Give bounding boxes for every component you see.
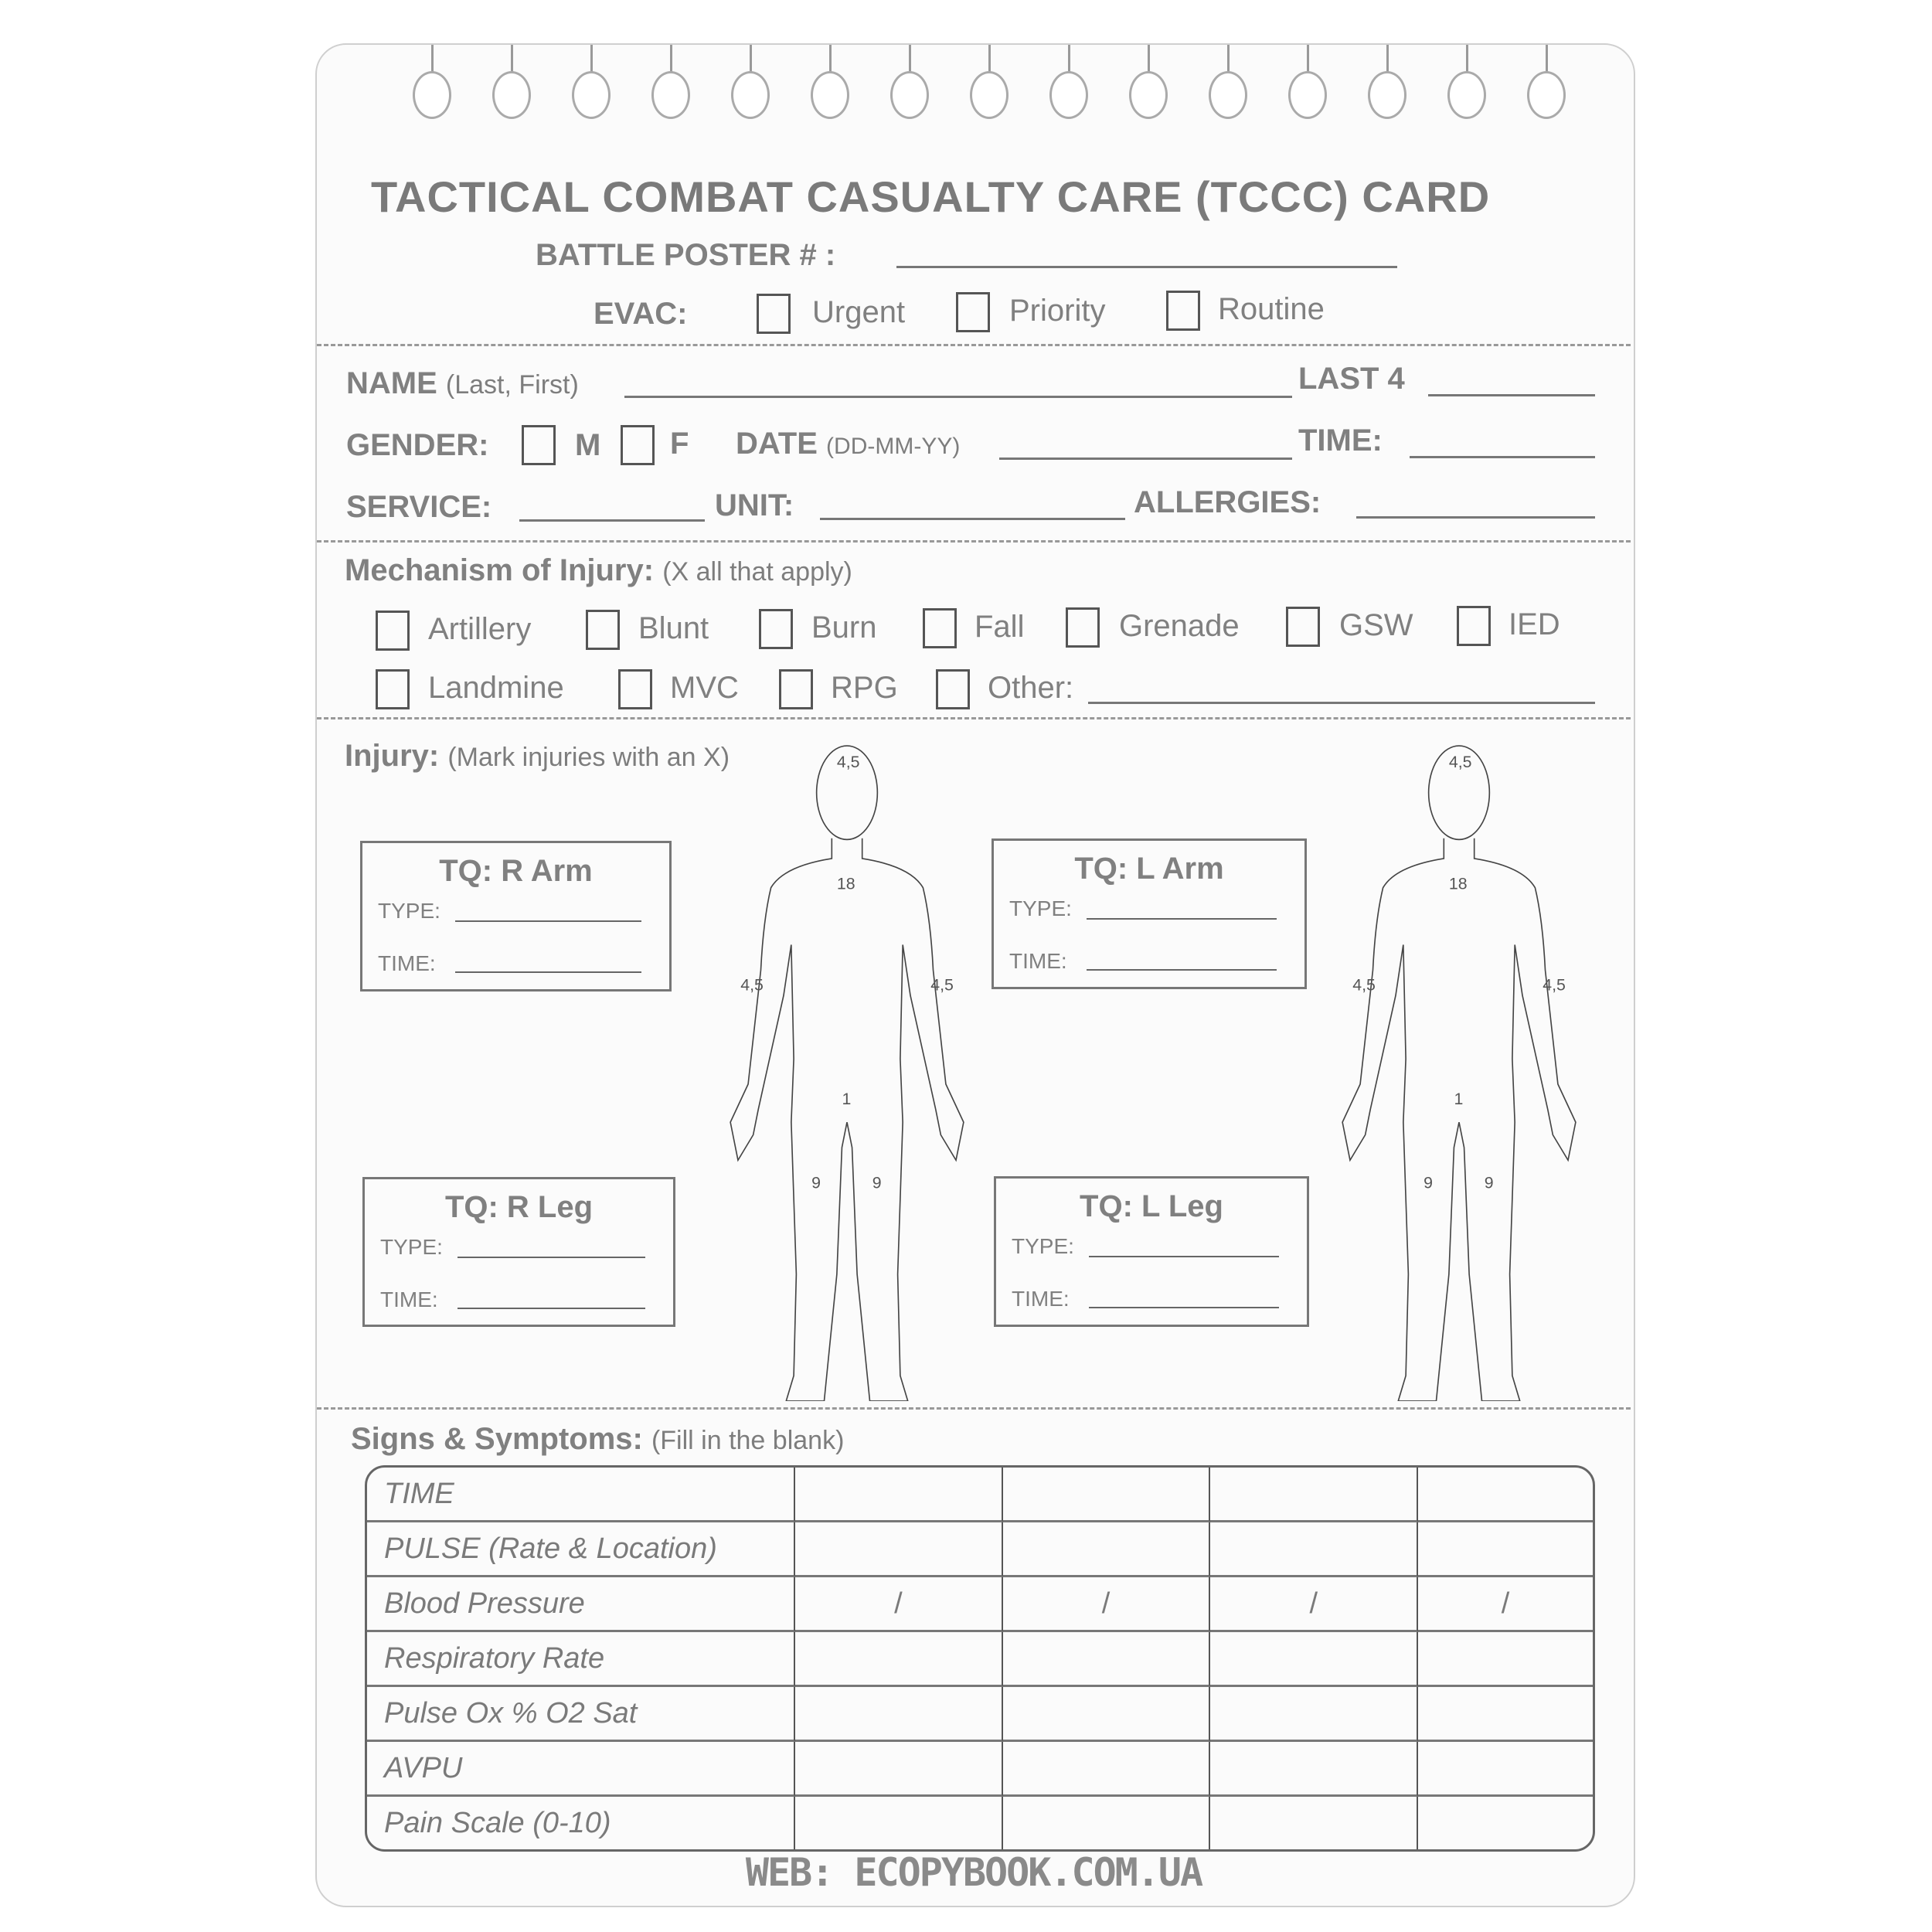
name-label <box>346 366 579 401</box>
region-label-right-thigh: 9 <box>1423 1173 1433 1192</box>
vitals-row-label: AVPU <box>367 1742 795 1797</box>
vitals-cell[interactable] <box>795 1632 1003 1687</box>
binding-hole <box>970 71 1009 119</box>
vitals-cell[interactable] <box>1418 1522 1593 1577</box>
battle-poster-label: BATTLE POSTER # : <box>536 238 836 272</box>
mechanism-option: Artillery <box>428 612 532 646</box>
mechanism-option: MVC <box>670 671 739 705</box>
region-label-chest: 18 <box>1448 874 1468 893</box>
card-title: TACTICAL COMBAT CASUALTY CARE (TCCC) CARD <box>371 172 1491 221</box>
mechanism-checkbox[interactable] <box>936 669 970 709</box>
last4-field[interactable] <box>1428 394 1595 396</box>
allergies-label: ALLERGIES: <box>1134 485 1321 519</box>
tq-type-label: TYPE: <box>378 899 440 923</box>
tq-time-label: TIME: <box>380 1287 438 1311</box>
mechanism-heading <box>345 553 852 588</box>
vitals-cell[interactable] <box>795 1468 1003 1522</box>
binding-hole <box>811 71 849 119</box>
service-field[interactable] <box>519 519 705 522</box>
evac-routine-label: Routine <box>1218 292 1325 326</box>
vitals-cell[interactable] <box>1210 1632 1418 1687</box>
region-label-head: 4,5 <box>1448 752 1472 771</box>
signs-heading <box>351 1422 844 1457</box>
tq-time-label: TIME: <box>1009 949 1067 973</box>
footer-website: WEB: ECOPYBOOK.COM.UA <box>745 1850 1202 1895</box>
binding-hole <box>1049 71 1088 119</box>
mechanism-option: Burn <box>811 611 877 645</box>
bp-separator: / <box>1309 1587 1318 1620</box>
vitals-cell[interactable] <box>1210 1522 1418 1577</box>
tq-time-field[interactable] <box>1087 969 1277 971</box>
mechanism-option: Other: <box>988 671 1074 705</box>
region-label-right-arm: 4,5 <box>740 975 764 995</box>
vitals-cell[interactable] <box>795 1522 1003 1577</box>
date-hint: (DD-MM-YY) <box>826 434 961 459</box>
evac-priority-checkbox[interactable] <box>956 292 990 332</box>
binding-hole <box>492 71 531 119</box>
binding-hole <box>731 71 770 119</box>
mechanism-checkbox[interactable] <box>923 608 957 648</box>
bp-separator: / <box>1101 1587 1111 1620</box>
binding-hole <box>1447 71 1486 119</box>
tq-time-field[interactable] <box>1089 1307 1279 1308</box>
vitals-cell[interactable] <box>1418 1742 1593 1797</box>
binding-hole <box>1209 71 1247 119</box>
gender-m-checkbox[interactable] <box>522 425 556 465</box>
divider <box>317 1407 1631 1410</box>
evac-urgent-label: Urgent <box>812 295 906 329</box>
vitals-cell[interactable] <box>1210 1797 1418 1849</box>
vitals-cell[interactable] <box>795 1687 1003 1742</box>
region-label-pelvis: 1 <box>1454 1090 1464 1109</box>
vitals-row-label: Respiratory Rate <box>367 1632 795 1687</box>
vitals-row <box>367 1632 1593 1687</box>
tq-type-field[interactable] <box>455 920 641 922</box>
other-field[interactable] <box>1088 702 1595 704</box>
evac-urgent-checkbox[interactable] <box>757 294 791 334</box>
name-hint: (Last, First) <box>445 370 579 400</box>
tq-time-field[interactable] <box>455 971 641 973</box>
mechanism-checkbox[interactable] <box>1066 607 1100 648</box>
vitals-cell[interactable] <box>1210 1687 1418 1742</box>
date-label <box>736 427 960 461</box>
evac-label: EVAC: <box>594 297 688 331</box>
binding-hole <box>413 71 451 119</box>
tq-time-label: TIME: <box>378 951 436 975</box>
last4-label: LAST 4 <box>1298 362 1405 396</box>
mechanism-checkbox[interactable] <box>618 669 652 709</box>
vitals-cell[interactable] <box>795 1577 1003 1632</box>
unit-field[interactable] <box>820 518 1125 520</box>
time-label: TIME: <box>1298 423 1383 457</box>
tourniquet-box <box>992 838 1307 989</box>
region-label-head: 4,5 <box>836 752 860 771</box>
mechanism-label: Mechanism of Injury: <box>345 553 655 587</box>
region-label-chest: 18 <box>836 874 855 893</box>
gender-f-checkbox[interactable] <box>621 425 655 465</box>
divider <box>317 344 1631 346</box>
vitals-cell[interactable] <box>1003 1797 1211 1849</box>
vitals-table <box>365 1465 1595 1852</box>
tourniquet-box <box>994 1176 1309 1327</box>
mechanism-checkbox[interactable] <box>1286 607 1320 647</box>
vitals-row <box>367 1687 1593 1742</box>
tq-time-field[interactable] <box>457 1308 645 1309</box>
vitals-cell[interactable] <box>1003 1522 1211 1577</box>
divider <box>317 717 1631 719</box>
bp-separator: / <box>894 1587 903 1620</box>
region-label-left-thigh: 9 <box>1484 1173 1494 1192</box>
divider <box>317 540 1631 543</box>
tq-type-field[interactable] <box>1087 918 1277 920</box>
service-label: SERVICE: <box>346 490 492 524</box>
binding-hole <box>1288 71 1327 119</box>
bp-separator: / <box>1501 1587 1510 1620</box>
vitals-cell[interactable] <box>1210 1742 1418 1797</box>
mechanism-option: Fall <box>975 610 1025 644</box>
region-label-left-arm: 4,5 <box>930 975 954 995</box>
tq-type-field[interactable] <box>1089 1256 1279 1257</box>
vitals-row <box>367 1468 1593 1522</box>
tourniquet-box <box>362 1177 675 1327</box>
vitals-cell[interactable] <box>1003 1577 1211 1632</box>
mechanism-option: RPG <box>831 671 898 705</box>
vitals-row <box>367 1522 1593 1577</box>
name-field[interactable] <box>624 396 1292 398</box>
vitals-cell[interactable] <box>1210 1577 1418 1632</box>
vitals-cell[interactable] <box>1003 1632 1211 1687</box>
mechanism-checkbox[interactable] <box>779 669 813 709</box>
vitals-cell[interactable] <box>1418 1468 1593 1522</box>
evac-priority-label: Priority <box>1009 294 1106 328</box>
vitals-row <box>367 1577 1593 1632</box>
mechanism-option: IED <box>1509 607 1560 641</box>
tourniquet-title: TQ: L Arm <box>1074 852 1224 886</box>
tq-time-label: TIME: <box>1012 1287 1070 1311</box>
vitals-cell[interactable] <box>1003 1468 1211 1522</box>
name-label-text: NAME <box>346 366 437 400</box>
battle-poster-field[interactable] <box>896 266 1397 268</box>
mechanism-checkbox[interactable] <box>759 609 793 649</box>
mechanism-checkbox[interactable] <box>376 669 410 709</box>
vitals-cell[interactable] <box>1003 1687 1211 1742</box>
mechanism-option: Grenade <box>1119 609 1240 643</box>
tq-type-label: TYPE: <box>380 1235 443 1259</box>
vitals-cell[interactable] <box>795 1742 1003 1797</box>
injury-heading <box>345 739 730 774</box>
region-label-left-arm: 4,5 <box>1543 975 1566 995</box>
tq-type-label: TYPE: <box>1009 896 1072 920</box>
body-back-figure[interactable] <box>1332 742 1586 1401</box>
signs-hint: (Fill in the blank) <box>651 1426 845 1455</box>
region-label-right-thigh: 9 <box>811 1173 821 1192</box>
signs-label: Signs & Symptoms: <box>351 1422 643 1456</box>
tourniquet-title: TQ: R Leg <box>444 1190 594 1224</box>
vitals-cell[interactable] <box>1418 1687 1593 1742</box>
injury-label: Injury: <box>345 739 440 773</box>
binding-hole <box>651 71 690 119</box>
mechanism-checkbox[interactable] <box>586 610 620 650</box>
mechanism-checkbox[interactable] <box>1457 606 1491 646</box>
vitals-cell[interactable] <box>1418 1632 1593 1687</box>
vitals-cell[interactable] <box>1418 1577 1593 1632</box>
mechanism-option: Blunt <box>638 611 709 645</box>
vitals-cell[interactable] <box>1210 1468 1418 1522</box>
tq-type-field[interactable] <box>457 1257 645 1258</box>
gender-m-label: M <box>575 428 601 462</box>
vitals-row-label: PULSE (Rate & Location) <box>367 1522 795 1577</box>
vitals-row-label: Pain Scale (0-10) <box>367 1797 795 1849</box>
tourniquet-title: TQ: L Leg <box>1080 1189 1223 1223</box>
mechanism-option: GSW <box>1339 608 1413 642</box>
date-field[interactable] <box>999 457 1292 460</box>
vitals-row-label: Pulse Ox % O2 Sat <box>367 1687 795 1742</box>
tourniquet-box <box>360 841 672 992</box>
binding-hole <box>1368 71 1406 119</box>
region-label-pelvis: 1 <box>842 1090 852 1109</box>
vitals-row-label: TIME <box>367 1468 795 1522</box>
binding-hole <box>890 71 929 119</box>
unit-label: UNIT: <box>715 488 794 522</box>
injury-hint: (Mark injuries with an X) <box>447 743 730 772</box>
vitals-cell[interactable] <box>1418 1797 1593 1849</box>
time-field[interactable] <box>1410 456 1595 458</box>
evac-routine-checkbox[interactable] <box>1166 291 1200 331</box>
gender-label: GENDER: <box>346 428 489 462</box>
binding-hole <box>1129 71 1168 119</box>
region-label-left-thigh: 9 <box>872 1173 882 1192</box>
vitals-row-label: Blood Pressure <box>367 1577 795 1632</box>
body-front-figure[interactable] <box>720 742 974 1401</box>
tourniquet-title: TQ: R Arm <box>439 854 593 888</box>
tq-type-label: TYPE: <box>1012 1234 1074 1258</box>
gender-f-label: F <box>670 427 689 461</box>
vitals-row <box>367 1797 1593 1849</box>
mechanism-checkbox[interactable] <box>376 611 410 651</box>
vitals-row <box>367 1742 1593 1797</box>
date-label-text: DATE <box>736 427 818 461</box>
region-label-right-arm: 4,5 <box>1352 975 1376 995</box>
binding-hole <box>572 71 611 119</box>
mechanism-hint: (X all that apply) <box>662 557 852 587</box>
vitals-cell[interactable] <box>795 1797 1003 1849</box>
binding-hole <box>1527 71 1566 119</box>
mechanism-option: Landmine <box>428 671 564 705</box>
allergies-field[interactable] <box>1356 516 1595 519</box>
vitals-cell[interactable] <box>1003 1742 1211 1797</box>
